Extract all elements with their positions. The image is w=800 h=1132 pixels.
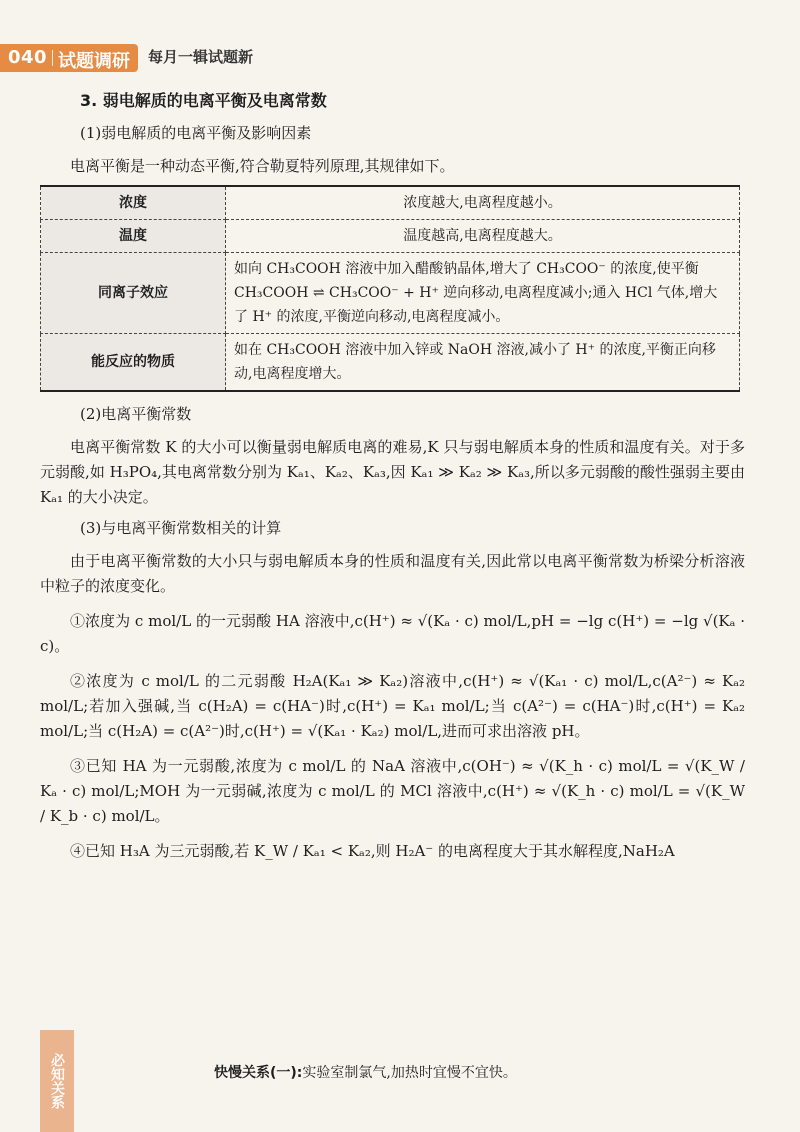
formula-item-1: ①浓度为 c mol/L 的一元弱酸 HA 溶液中,c(H⁺) ≈ √(Kₐ · c) mol/L,pH = −lg c(H⁺) = −lg √(Kₐ · c)。 [40, 612, 745, 655]
table-row [41, 220, 740, 253]
formula-item-4: ④已知 H₃A 为三元弱酸,若 K_W / Kₐ₁ < Kₐ₂,则 H₂A⁻ 的电离程度大于其水解程度,NaH₂A [70, 842, 675, 860]
intro-paragraph: 电离平衡是一种动态平衡,符合勒夏特列原理,其规律如下。 [70, 157, 455, 175]
table-row [41, 334, 740, 392]
footer-note-text: 实验室制氯气,加热时宜慢不宜快。 [302, 1065, 517, 1081]
badge-divider [52, 50, 53, 66]
header-badge [0, 44, 138, 72]
factor-cell: 同离子效应 [41, 253, 226, 334]
effect-cell: 如向 CH₃COOH 溶液中加入醋酸钠晶体,增大了 CH₃COO⁻ 的浓度,使平衡 CH₃COOH ⇌ CH₃COO⁻ + H⁺ 逆向移动,电离程度减小;通入 HCl 气体,增大了 H⁺ 的浓度,平衡逆向移动,电离程度减小。 [226, 253, 740, 334]
formula-item-3: ③已知 HA 为一元弱酸,浓度为 c mol/L 的 NaA 溶液中,c(OH⁻) ≈ √(K_h · c) mol/L = √(K_W / Kₐ · c) mol/L;MOH 为一元弱碱,浓度为 c mol/L 的 MCl 溶液中,c(H⁺) ≈ √(K_h · c) mol/L = √(K_W / K_b · c) mol/L。 [40, 757, 745, 825]
header-subtitle: 每月一辑试题新 [148, 48, 254, 66]
factor-cell: 能反应的物质 [41, 334, 226, 392]
subsection-2-text: 电离平衡常数 K 的大小可以衡量弱电解质电离的难易,K 只与弱电解质本身的性质和温度有关。对于多元弱酸,如 H₃PO₄,其电离常数分别为 Kₐ₁、Kₐ₂、Kₐ₃,因 Kₐ₁ ≫ Kₐ₂ ≫ Kₐ₃,所以多元弱酸的酸性强弱主要由 Kₐ₁ 的大小决定。 [40, 438, 745, 506]
subsection-3-title: (3)与电离平衡常数相关的计算 [80, 519, 282, 537]
page-footer [0, 1030, 800, 1132]
table-row [41, 253, 740, 334]
subsection-2-title: (2)电离平衡常数 [80, 405, 192, 423]
footer-note-label: 快慢关系(一): [214, 1065, 303, 1081]
subsection-3-text: 由于电离平衡常数的大小只与弱电解质本身的性质和温度有关,因此常以电离平衡常数为桥梁分析溶液中粒子的浓度变化。 [40, 552, 745, 595]
factor-cell: 浓度 [41, 186, 226, 220]
section-heading: 3. 弱电解质的电离平衡及电离常数 [80, 91, 327, 110]
factor-table [40, 185, 740, 392]
section-title: 试题调研 [58, 51, 130, 72]
table-row [41, 186, 740, 220]
side-tab: 必知关系 [40, 1030, 74, 1132]
effect-cell: 如在 CH₃COOH 溶液中加入锌或 NaOH 溶液,减小了 H⁺ 的浓度,平衡正向移动,电离程度增大。 [226, 334, 740, 392]
formula-item-2: ②浓度为 c mol/L 的二元弱酸 H₂A(Kₐ₁ ≫ Kₐ₂)溶液中,c(H⁺) ≈ √(Kₐ₁ · c) mol/L,c(A²⁻) ≈ Kₐ₂ mol/L;若加入强碱,当 c(H₂A) = c(HA⁻)时,c(H⁺) = Kₐ₁ mol/L;当 c(A²⁻) = c(HA⁻)时,c(H⁺) = Kₐ₂ mol/L;当 c(H₂A) = c(A²⁻)时,c(H⁺) = √(Kₐ₁ · Kₐ₂) mol/L,进而可求出溶液 pH。 [40, 672, 745, 740]
factor-cell: 温度 [41, 220, 226, 253]
footer-note [214, 1062, 517, 1082]
effect-cell: 温度越高,电离程度越大。 [226, 220, 740, 253]
page-number: 040 [8, 47, 48, 68]
main-content [40, 88, 745, 870]
effect-cell: 浓度越大,电离程度越小。 [226, 186, 740, 220]
subsection-1-title: (1)弱电解质的电离平衡及影响因素 [80, 124, 312, 142]
